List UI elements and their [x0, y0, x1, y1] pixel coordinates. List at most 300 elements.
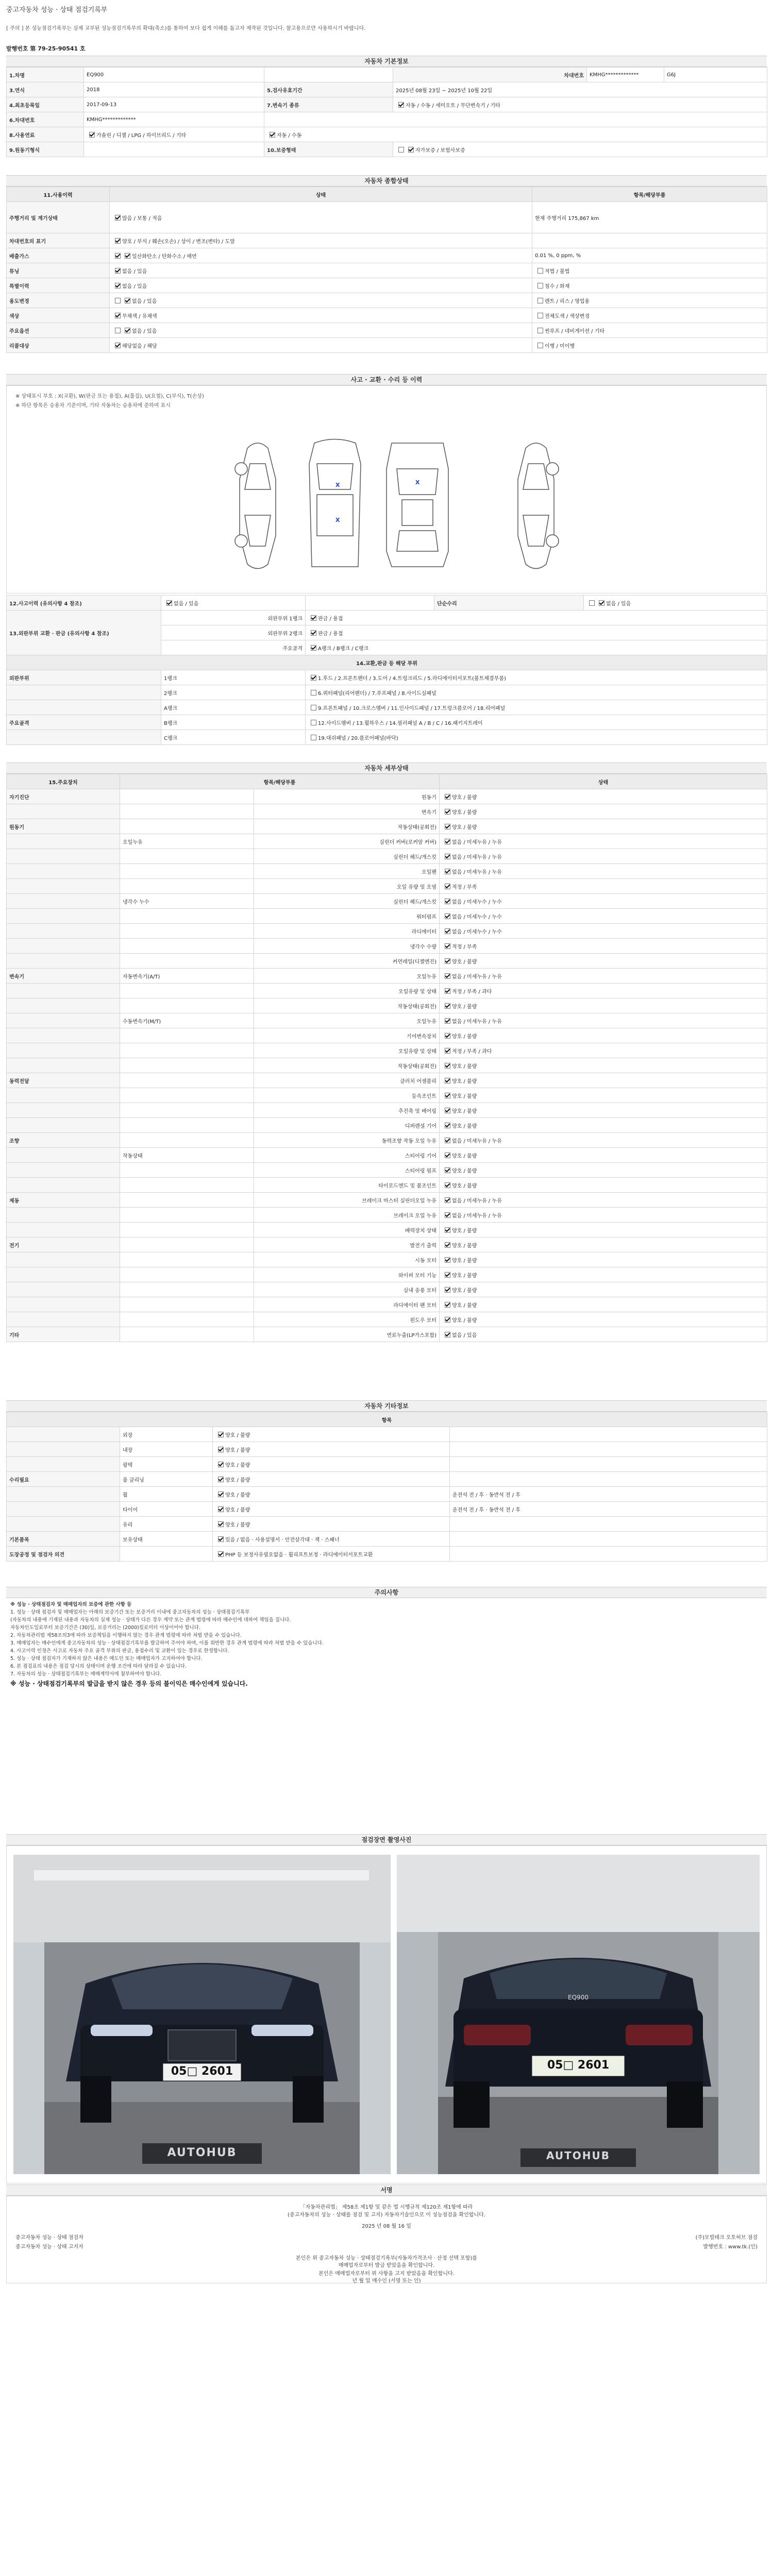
- device-group: [7, 864, 120, 879]
- device-group: [7, 1118, 120, 1133]
- section-basic-info: 자동차 기본정보: [6, 56, 767, 67]
- device-item: 변속기: [254, 804, 440, 819]
- checkbox-icon: [445, 1078, 450, 1083]
- checkbox-icon: [445, 1018, 450, 1024]
- checkbox-icon: [218, 1506, 224, 1512]
- other-group: [7, 1427, 120, 1442]
- device-status: 없음 / 미세누수 / 누수: [440, 909, 767, 924]
- device-item: 브레이크 마스터 실린더오일 누유: [254, 1193, 440, 1208]
- notes-line: 자동차인도일로부터 보증기간은 (30)일, 보증거리는 (2000)킬로미터 이상이어야 합니다.: [10, 1625, 200, 1631]
- device-item: 등속조인트: [254, 1088, 440, 1103]
- device-item: 커먼레일(디젤엔진): [254, 954, 440, 969]
- field-value: 없음 / 있음: [110, 263, 532, 278]
- table-row: [7, 1148, 767, 1163]
- table-row: [7, 1487, 767, 1502]
- field-label: 1.차명: [7, 67, 84, 82]
- checkbox-icon: [445, 1227, 450, 1233]
- table-row: [7, 864, 767, 879]
- device-item: 디퍼렌셜 기어: [254, 1118, 440, 1133]
- device-group: [7, 1088, 120, 1103]
- checkbox-icon: [445, 1197, 450, 1203]
- device-subgroup: [120, 819, 254, 834]
- table-row: [7, 596, 767, 611]
- field-sublabel: 주요골격: [161, 640, 306, 655]
- other-group: 수리필요: [7, 1472, 120, 1487]
- device-status: 없음 / 미세누유 / 누유: [440, 834, 767, 849]
- table-row: [7, 1103, 767, 1118]
- table-row: [7, 1532, 767, 1547]
- other-item: [120, 1547, 213, 1562]
- device-status: 양호 / 불량: [440, 954, 767, 969]
- device-status: 없음 / 미세누수 / 누수: [440, 924, 767, 939]
- parts-rank: 2랭크: [161, 685, 306, 700]
- parts-list: 1.후드 / 2.프론트펜더 / 3.도어 / 4.트렁크리드 / 5.라디에이터서포트(볼트체결부품): [306, 670, 767, 685]
- device-group: [7, 1252, 120, 1267]
- other-extra: [450, 1472, 767, 1487]
- device-group: [7, 894, 120, 909]
- field-label: 튜닝: [7, 263, 110, 278]
- field-value: 침수 / 화재: [532, 278, 767, 293]
- table-row: [7, 834, 767, 849]
- device-group: [7, 1148, 120, 1163]
- field-label: 4.최초등록일: [7, 97, 84, 112]
- checkbox-icon: [445, 913, 450, 919]
- other-group: [7, 1487, 120, 1502]
- table-row: [7, 187, 767, 202]
- checkbox-icon: [218, 1551, 224, 1557]
- table-row: [7, 1058, 767, 1073]
- device-group: [7, 1178, 120, 1193]
- device-status: 적정 / 부족 / 과다: [440, 984, 767, 998]
- device-item: 오일유량 및 상태: [254, 984, 440, 998]
- field-value: 가솔린 / 디젤 / LPG / 하이브리드 / 기타: [84, 127, 264, 142]
- device-group: [7, 1103, 120, 1118]
- field-value: 전체도색 / 색상변경: [532, 308, 767, 323]
- field-sublabel: 외판부위 1랭크: [161, 611, 306, 625]
- device-subgroup: 오일누유: [120, 834, 254, 849]
- parts-list: 6.쿼터패널(리어펜더) / 7.루프패널 / 8.사이드실패널: [306, 685, 767, 700]
- device-subgroup: [120, 1163, 254, 1178]
- signature-date: 2025 년 08 월 16 일: [362, 2224, 411, 2229]
- table-row: [7, 248, 767, 263]
- column-header: 항목/해당부품: [120, 774, 440, 789]
- device-subgroup: [120, 998, 254, 1013]
- table-row: [7, 1472, 767, 1487]
- device-status: 양호 / 불량: [440, 1058, 767, 1073]
- device-status: 없음 / 미세누유 / 누유: [440, 1193, 767, 1208]
- device-subgroup: [120, 789, 254, 804]
- table-row: [7, 700, 767, 715]
- device-status: 양호 / 불량: [440, 1252, 767, 1267]
- field-value: 일산화탄소 / 탄화수소 / 매연: [110, 248, 532, 263]
- checkbox-icon: [445, 1063, 450, 1069]
- other-group: 기본품목: [7, 1532, 120, 1547]
- device-item: 작동상태(공회전): [254, 1058, 440, 1073]
- device-group: 기타: [7, 1327, 120, 1342]
- table-row: [7, 233, 767, 248]
- field-sublabel: 외판부위 2랭크: [161, 625, 306, 640]
- inspector-company: (주)모빌테크 오토허브 점검: [695, 2235, 758, 2241]
- checkbox-icon: [218, 1521, 224, 1527]
- device-item: 라디에이터 팬 모터: [254, 1297, 440, 1312]
- device-subgroup: [120, 879, 254, 894]
- device-status: 양호 / 불량: [440, 1223, 767, 1238]
- device-group: [7, 1013, 120, 1028]
- other-extra: [450, 1442, 767, 1457]
- checkbox-icon: [445, 839, 450, 844]
- other-group: [7, 1502, 120, 1517]
- device-group: [7, 804, 120, 819]
- device-item: 라디에이터: [254, 924, 440, 939]
- other-item: 보유상태: [120, 1532, 213, 1547]
- device-status: 적정 / 부족 / 과다: [440, 1043, 767, 1058]
- section-signature: 서명: [6, 2184, 767, 2196]
- device-item: 워터펌프: [254, 909, 440, 924]
- field-value: 자가보증 / 보험사보증: [393, 142, 767, 157]
- device-item: 와이퍼 모터 기능: [254, 1267, 440, 1282]
- device-subgroup: [120, 1297, 254, 1312]
- table-row: [7, 685, 767, 700]
- device-status: 양호 / 불량: [440, 804, 767, 819]
- device-subgroup: [120, 924, 254, 939]
- field-value: 없음 / 있음: [161, 596, 306, 611]
- other-status: 양호 / 불량: [213, 1442, 450, 1457]
- notes-line: 5. 성능 · 상태 점검자가 기재하지 않은 내용은 매도인 또는 매매업자가 고지하여야 합니다.: [10, 1656, 203, 1662]
- checkbox-icon: [445, 1332, 450, 1337]
- odometer-value: 현재 주행거리 175,867 km: [532, 202, 767, 233]
- field-value: KMHG*************: [587, 67, 664, 82]
- device-item: 오일 유량 및 오염: [254, 879, 440, 894]
- field-label: 차대번호: [393, 67, 587, 82]
- device-status: 양호 / 불량: [440, 819, 767, 834]
- table-row: [7, 954, 767, 969]
- notifier-label: 중고자동차 성능 · 상태 고지자: [15, 2244, 83, 2250]
- device-subgroup: 냉각수 누수: [120, 894, 254, 909]
- checkbox-icon: [445, 1108, 450, 1113]
- table-row: [7, 939, 767, 954]
- table-row: [7, 1013, 767, 1028]
- field-label: 용도변경: [7, 293, 110, 308]
- buyer-statement: 매매업자로부터 발급 받았음을 확인합니다.: [338, 2263, 435, 2268]
- device-status: 양호 / 불량: [440, 1267, 767, 1282]
- table-row: [7, 1312, 767, 1327]
- buyer-statement: 본인은 매매업자로부터 위 사항을 고지 받았음을 확인합니다.: [318, 2271, 455, 2277]
- device-subgroup: [120, 1223, 254, 1238]
- field-label: 단순수리: [434, 596, 584, 611]
- checkbox-icon: [445, 1212, 450, 1218]
- field-label: 차대번호의 표기: [7, 233, 110, 248]
- device-status: 양호 / 불량: [440, 789, 767, 804]
- field-value: 이행 / 미이행: [532, 338, 767, 353]
- damage-mark-exchange: X: [415, 479, 420, 486]
- other-extra: [450, 1532, 767, 1547]
- device-subgroup: 작동상태: [120, 1148, 254, 1163]
- device-group: [7, 1312, 120, 1327]
- other-group: 도장공정 및 점검자 의견: [7, 1547, 120, 1562]
- field-value: 2025년 08월 23일 ~ 2025년 10월 22일: [393, 82, 767, 97]
- checkbox-icon: [445, 1167, 450, 1173]
- car-diagram: [227, 433, 567, 577]
- device-group: [7, 1163, 120, 1178]
- device-subgroup: [120, 1312, 254, 1327]
- table-row: [7, 97, 767, 112]
- checkbox-icon: [445, 973, 450, 979]
- basic-info-table: [6, 67, 767, 157]
- device-group: 변속기: [7, 969, 120, 984]
- other-info-table: [6, 1412, 767, 1562]
- table-row: [7, 774, 767, 789]
- checkbox-icon: [218, 1477, 224, 1482]
- section-notes: 주의사항: [6, 1587, 767, 1598]
- device-subgroup: 수동변속기(M/T): [120, 1013, 254, 1028]
- other-group: [7, 1517, 120, 1532]
- device-group: [7, 849, 120, 864]
- device-item: 오일누유: [254, 1013, 440, 1028]
- device-subgroup: 자동변속기(A/T): [120, 969, 254, 984]
- checkbox-icon: [445, 1048, 450, 1054]
- device-group: [7, 954, 120, 969]
- table-row: [7, 1028, 767, 1043]
- checkbox-icon: [445, 854, 450, 859]
- device-group: [7, 879, 120, 894]
- device-item: 오일팬: [254, 864, 440, 879]
- field-value: 해당없음 / 해당: [110, 338, 532, 353]
- notes-line: 3. 매매업자는 매수인에게 중고자동차의 성능 · 상태점검기록부를 발급하여 주어야 하며, 이를 위반한 경우 관계 법령에 따라 처벌 받을 수 있습니다.: [10, 1640, 324, 1646]
- table-row: [7, 879, 767, 894]
- parts-rank: C랭크: [161, 730, 306, 745]
- device-group: [7, 1267, 120, 1282]
- other-status: 양호 / 불량: [213, 1502, 450, 1517]
- device-subgroup: [120, 1103, 254, 1118]
- device-subgroup: [120, 1238, 254, 1252]
- checkbox-icon: [445, 988, 450, 994]
- column-header: 15.주요장치: [7, 774, 120, 789]
- other-extra: 운전석 전 / 후 · 동반석 전 / 후: [450, 1502, 767, 1517]
- device-item: 실내 송풍 모터: [254, 1282, 440, 1297]
- table-row: [7, 1133, 767, 1148]
- device-item: 연료누출(LP가스포함): [254, 1327, 440, 1342]
- table-row: [7, 969, 767, 984]
- brand-sign-left: AUTOHUB: [167, 2146, 237, 2159]
- device-status: 적정 / 부족: [440, 879, 767, 894]
- device-subgroup: [120, 954, 254, 969]
- table-row: [7, 1442, 767, 1457]
- section-general-condition: 자동차 종합상태: [6, 175, 767, 187]
- field-value: 2017-09-13: [84, 97, 264, 112]
- checkbox-icon: [445, 1242, 450, 1248]
- notes-line: 6. 본 점검표의 내용은 점검 당시의 상태이며 운행 조건에 따라 달라질 수 있습니다.: [10, 1664, 187, 1669]
- other-status: 양호 / 불량: [213, 1457, 450, 1472]
- table-row: [7, 924, 767, 939]
- table-row: [7, 1282, 767, 1297]
- column-header: 항목/해당부품: [532, 187, 767, 202]
- parts-group: [7, 730, 161, 745]
- table-row: [7, 984, 767, 998]
- device-subgroup: [120, 1073, 254, 1088]
- checkbox-icon: [445, 1302, 450, 1308]
- device-item: 실린더 커버(로커암 커버): [254, 834, 440, 849]
- device-item: 오일누유: [254, 969, 440, 984]
- accident-history-table: [6, 595, 767, 745]
- device-subgroup: [120, 1193, 254, 1208]
- table-row: [7, 804, 767, 819]
- checkbox-icon: [445, 869, 450, 874]
- checkbox-icon: [218, 1492, 224, 1497]
- field-value: 없음 / 있음: [584, 596, 767, 611]
- checkbox-icon: [445, 1003, 450, 1009]
- other-extra: [450, 1547, 767, 1562]
- device-status: 없음 / 미세누유 / 누유: [440, 1013, 767, 1028]
- table-row: [7, 308, 767, 323]
- checkbox-icon: [445, 824, 450, 829]
- other-item: 타이어: [120, 1502, 213, 1517]
- checkbox-icon: [445, 809, 450, 815]
- device-subgroup: [120, 909, 254, 924]
- field-value: 많음 / 보통 / 적음: [110, 202, 532, 233]
- table-row: [7, 82, 767, 97]
- device-status: 양호 / 불량: [440, 1297, 767, 1312]
- table-row: [7, 849, 767, 864]
- table-row: [7, 1412, 767, 1427]
- table-row: [7, 1208, 767, 1223]
- device-status: 양호 / 불량: [440, 1238, 767, 1252]
- damage-legend: ※ 상태표시 부호 : X(교환), W(판금 또는 용접), A(흠집), U(요철), C(부식), T(손상): [15, 394, 204, 399]
- other-item: 유리: [120, 1517, 213, 1532]
- device-subgroup: [120, 1088, 254, 1103]
- front-photo: [13, 1855, 391, 2174]
- section-accident-history: 사고 · 교환 · 수리 등 이력: [6, 374, 767, 385]
- device-subgroup: [120, 1208, 254, 1223]
- notes-line: ※ 성능 · 상태점검자 및 매매업자의 보증에 관한 사항 등: [10, 1602, 132, 1607]
- table-row: [7, 1088, 767, 1103]
- device-group: [7, 1043, 120, 1058]
- field-label: 주요옵션: [7, 323, 110, 338]
- emission-value: 0.01 %, 0 ppm, %: [532, 248, 767, 263]
- damage-mark-exchange: X: [335, 517, 340, 523]
- table-row: [7, 1178, 767, 1193]
- device-status: 양호 / 불량: [440, 1282, 767, 1297]
- field-value: [84, 142, 264, 157]
- other-extra: [450, 1457, 767, 1472]
- field-value: 없음 / 있음: [110, 323, 532, 338]
- table-row: [7, 127, 767, 142]
- other-item: 광택: [120, 1457, 213, 1472]
- checkbox-icon: [445, 1182, 450, 1188]
- parts-group: 주요골격: [7, 715, 161, 730]
- detail-condition-table: [6, 774, 767, 1342]
- parts-group: [7, 685, 161, 700]
- device-status: 양호 / 불량: [440, 1163, 767, 1178]
- device-group: [7, 834, 120, 849]
- signature-statement: 「자동차관리법」 제58조 제1항 및 같은 법 시행규칙 제120조 제1항에 따라: [300, 2205, 473, 2210]
- device-subgroup: [120, 1327, 254, 1342]
- field-value: 무채색 / 유채색: [110, 308, 532, 323]
- buyer-statement: 본인은 위 중고자동차 성능 · 상태점검기록부(자동차가격조사 · 산정 선택 포함)를: [296, 2256, 477, 2261]
- section-other-info: 자동차 기타정보: [6, 1400, 767, 1412]
- other-item: 내장: [120, 1442, 213, 1457]
- checkbox-icon: [218, 1432, 224, 1437]
- device-item: 작동상태(공회전): [254, 998, 440, 1013]
- other-status: 있음 / 없음 · 사용설명서 · 안전삼각대 · 잭 · 스패너: [213, 1532, 450, 1547]
- field-value: G6J: [664, 67, 767, 82]
- table-row: [7, 1193, 767, 1208]
- device-group: 동력전달: [7, 1073, 120, 1088]
- damage-legend-note: ※ 하단 항목은 승용차 기준이며, 기타 자동차는 승용차에 준하여 표시: [15, 403, 171, 409]
- device-subgroup: [120, 1267, 254, 1282]
- device-item: 오일유량 및 상태: [254, 1043, 440, 1058]
- field-label: 13.외판부위 교환 · 판금 (유의사항 4 참조): [7, 611, 161, 655]
- table-row: [7, 1238, 767, 1252]
- model-badge: EQ900: [568, 1994, 589, 2001]
- other-status: 양호 / 불량: [213, 1427, 450, 1442]
- device-item: 스티어링 기어: [254, 1148, 440, 1163]
- checkbox-icon: [445, 928, 450, 934]
- device-group: [7, 1223, 120, 1238]
- device-status: 양호 / 불량: [440, 1088, 767, 1103]
- device-status: 없음 / 미세누유 / 누유: [440, 849, 767, 864]
- field-label: 8.사용연료: [7, 127, 84, 142]
- table-row: [7, 1547, 767, 1562]
- field-label: 6.차대번호: [7, 112, 84, 127]
- column-header: 항목: [7, 1412, 767, 1427]
- parts-header: 14.교환,판금 등 해당 부위: [7, 655, 767, 670]
- table-row: [7, 293, 767, 308]
- device-status: 없음 / 있음: [440, 1327, 767, 1342]
- parts-rank: A랭크: [161, 700, 306, 715]
- table-row: [7, 1327, 767, 1342]
- field-label: 주행거리 및 계기상태: [7, 202, 110, 233]
- field-label: 색상: [7, 308, 110, 323]
- license-plate-rear: 05□ 2601: [547, 2059, 610, 2072]
- issue-reference: 발행번호 : www.tk.(인): [703, 2244, 758, 2250]
- license-plate-front: 05□ 2601: [171, 2065, 233, 2078]
- table-row: [7, 730, 767, 745]
- table-row: [7, 1267, 767, 1282]
- parts-rank: 1랭크: [161, 670, 306, 685]
- device-group: [7, 939, 120, 954]
- field-value: 썬루프 / 네비게이션 / 기타: [532, 323, 767, 338]
- device-item: 추진축 및 베어링: [254, 1103, 440, 1118]
- field-value: 자동 / 수동: [264, 127, 767, 142]
- inspector-label: 중고자동차 성능 · 상태 점검자: [15, 2235, 83, 2241]
- checkbox-icon: [445, 958, 450, 964]
- checkbox-icon: [445, 1033, 450, 1039]
- device-subgroup: [120, 1028, 254, 1043]
- other-group: [7, 1457, 120, 1472]
- field-label: 5.검사유효기간: [264, 82, 393, 97]
- device-status: 양호 / 불량: [440, 998, 767, 1013]
- field-label: 9.원동기형식: [7, 142, 84, 157]
- field-value: 자동 / 수동 / 세미오토 / 무단변속기 / 기타: [393, 97, 767, 112]
- device-item: 브레이크 오일 누유: [254, 1208, 440, 1223]
- parts-group: 외판부위: [7, 670, 161, 685]
- device-group: [7, 1208, 120, 1223]
- device-status: 양호 / 불량: [440, 1148, 767, 1163]
- table-row: [7, 263, 767, 278]
- device-group: 전기: [7, 1238, 120, 1252]
- device-status: 양호 / 불량: [440, 1028, 767, 1043]
- notes-line: 4. 사고이력 인정은 사고로 자동차 주요 골격 부위의 판금, 용접수리 및 교환이 있는 경우로 한정합니다.: [10, 1648, 229, 1654]
- device-status: 양호 / 불량: [440, 1073, 767, 1088]
- table-row: [7, 894, 767, 909]
- rear-photo: [397, 1855, 760, 2174]
- device-status: 양호 / 불량: [440, 1312, 767, 1327]
- device-group: [7, 998, 120, 1013]
- table-row: [7, 278, 767, 293]
- damage-mark-exchange: X: [335, 482, 340, 488]
- device-item: 스티어링 펌프: [254, 1163, 440, 1178]
- table-row: [7, 202, 767, 233]
